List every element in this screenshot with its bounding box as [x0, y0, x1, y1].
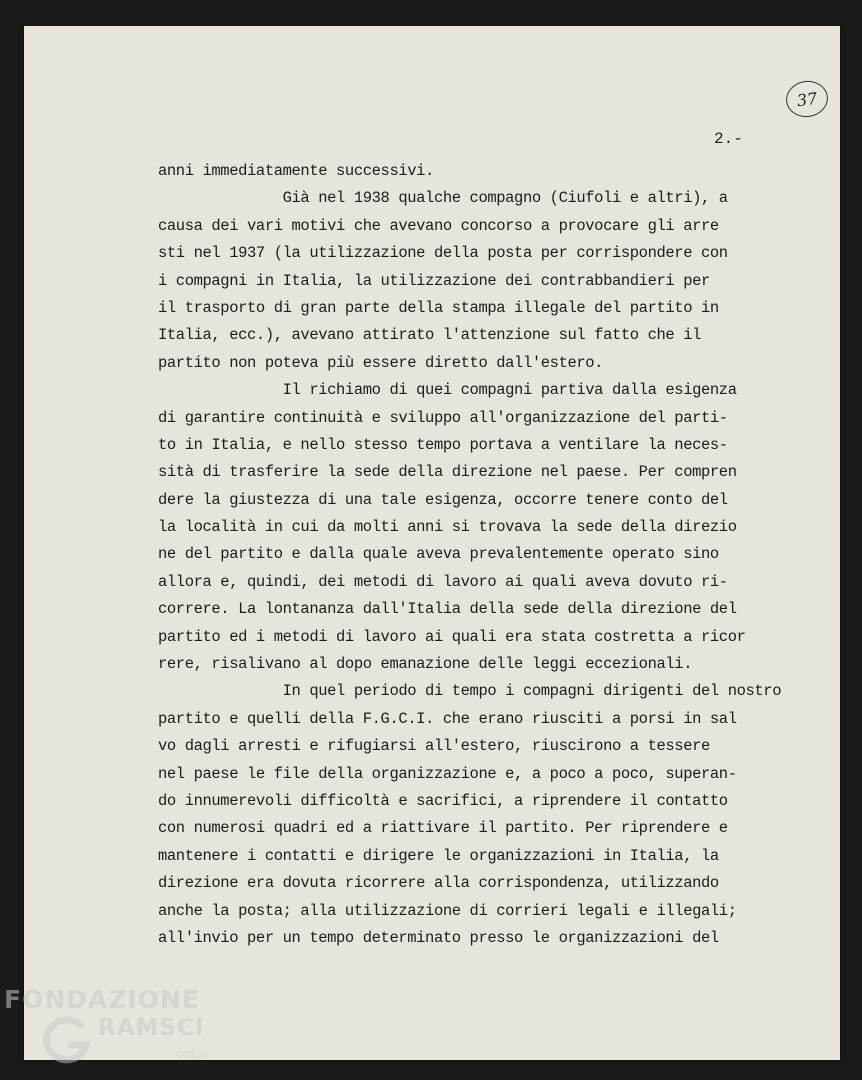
text-line: con numerosi quadri ed a riattivare il partito. Per riprendere e [158, 819, 728, 838]
text-line: anni immediatamente successivi. [158, 162, 434, 180]
text-line: mantenere i contatti e dirigere le organizzazioni in Italia, la [158, 846, 719, 865]
text-line: correre. La lontananza dall'Italia della sede della direzione del [158, 600, 737, 619]
text-line: Già nel 1938 qualche compagno (Ciufoli e altri), a [158, 189, 728, 208]
watermark-line3: onlus [176, 1047, 209, 1061]
text-line: anche la posta; alla utilizzazione di corrieri legali e illegali; [158, 901, 737, 920]
text-line: sti nel 1937 (la utilizzazione della posta per corrispondere con [158, 244, 728, 263]
text-line: direzione era dovuta ricorrere alla corrispondenza, utilizzando [158, 874, 719, 893]
text-line: nel paese le file della organizzazione e, a poco a poco, superan- [158, 764, 737, 783]
archive-page-stamp [784, 78, 831, 119]
text-line: la località in cui da molti anni si trovava la sede della direzio [158, 518, 737, 537]
text-line: i compagni in Italia, la utilizzazione dei contrabbandieri per [158, 271, 710, 290]
watermark-line2: RAMSCI [98, 1015, 205, 1041]
text-line: In quel periodo di tempo i compagni dirigenti del nostro [158, 682, 782, 701]
text-line: partito e quelli della F.G.C.I. che erano riusciti a porsi in sal [158, 709, 737, 728]
gramsci-g-logo-icon [38, 1013, 94, 1069]
text-line: rere, risalivano al dopo emanazione delle leggi eccezionali. [158, 655, 693, 674]
text-line: to in Italia, e nello stesso tempo portava a ventilare la neces- [158, 435, 728, 454]
typewritten-body [158, 158, 808, 952]
text-line: causa dei vari motivi che avevano concorso a provocare gli arre [158, 216, 719, 235]
watermark-line1: FONDAZIONE [4, 985, 201, 1014]
text-line: sità di trasferire la sede della direzione nel paese. Per compren [158, 463, 737, 482]
text-line: partito ed i metodi di lavoro ai quali era stata costretta a ricor [158, 627, 746, 646]
text-line: allora e, quindi, dei metodi di lavoro ai quali aveva dovuto ri- [158, 572, 728, 591]
text-line: Il richiamo di quei compagni partiva dalla esigenza [158, 381, 737, 400]
page-number: 2.- [714, 130, 743, 148]
text-line: all'invio per un tempo determinato presso le organizzazioni del [158, 928, 719, 947]
text-line: do innumerevoli difficoltà e sacrifici, a riprendere il contatto [158, 791, 728, 810]
text-line: partito non poteva più essere diretto dall'estero. [158, 353, 604, 372]
text-line: dere la giustezza di una tale esigenza, occorre tenere conto del [158, 490, 728, 509]
archive-number: 37 [795, 88, 819, 110]
text-line: di garantire continuità e sviluppo all'organizzazione del parti- [158, 408, 728, 427]
text-line: ne del partito e dalla quale aveva prevalentemente operato sino [158, 545, 719, 564]
text-line: il trasporto di gran parte della stampa illegale del partito in [158, 298, 719, 317]
fondazione-gramsci-watermark [4, 985, 224, 1075]
text-line: Italia, ecc.), avevano attirato l'attenzione sul fatto che il [158, 326, 701, 345]
text-line: vo dagli arresti e rifugiarsi all'estero, riuscirono a tessere [158, 737, 710, 756]
